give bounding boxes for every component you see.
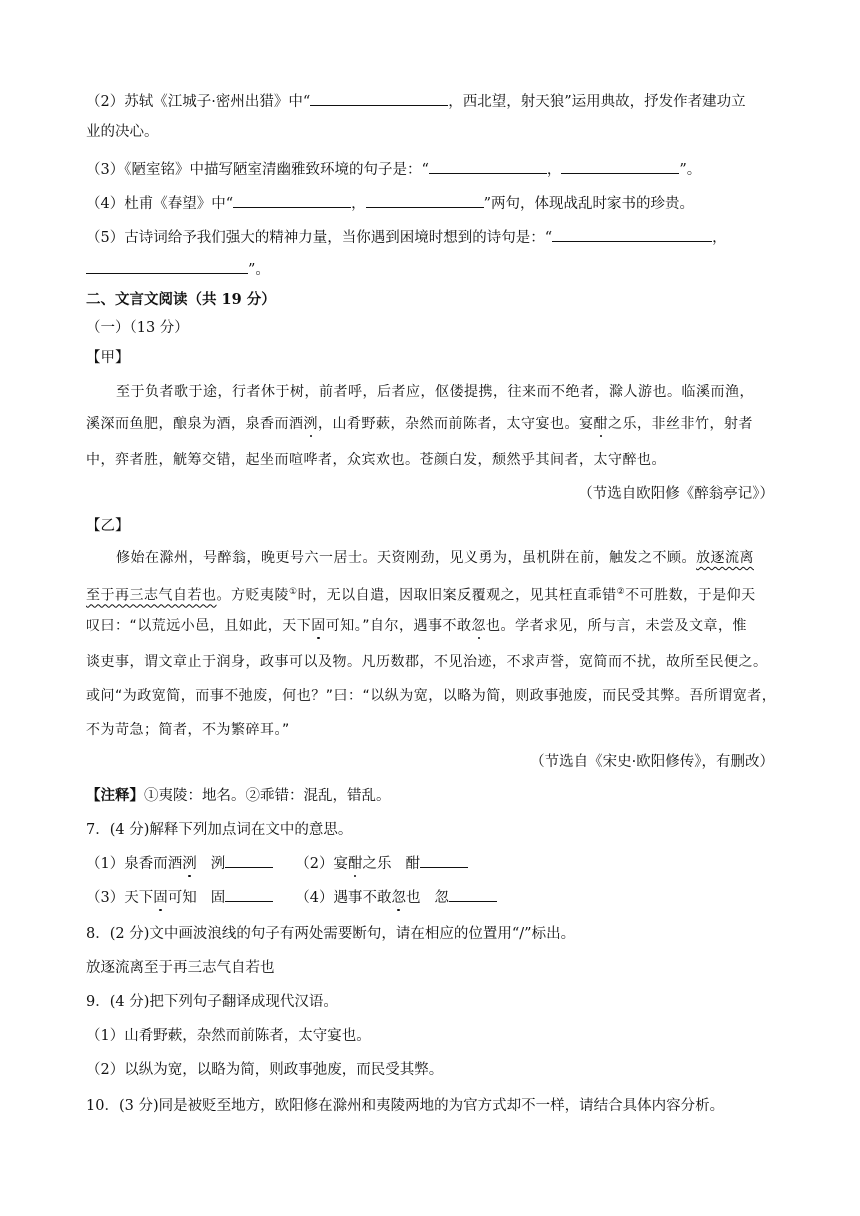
q3-comma: ，: [546, 162, 562, 178]
passage-jia-line3: 中，弈者胜，觥筹交错，起坐而喧哗者，众宾欢也。苍颜白发，颓然乎其间者，太守醉也。: [86, 452, 666, 468]
q7-item1-blank[interactable]: [225, 852, 273, 868]
yi-l2c: 不可胜数，于是仰天: [625, 587, 756, 604]
yi-l2b: 时，无以自遣，因取旧案反覆观之，见其枉直乖错: [297, 587, 617, 604]
annotation: [86, 786, 391, 806]
q7-item4-word: 忽: [434, 890, 449, 906]
q7-item2-dotted: 酣: [347, 856, 363, 872]
q10-stem: 10．(3 分)同是被贬至地方，欧阳修在滁州和夷陵两地的为官方式却不一样，请结合具体内容分析。: [86, 1098, 725, 1114]
q7-item3-text-b: 可知: [167, 890, 197, 906]
q5-blank-2[interactable]: [86, 258, 248, 274]
q7-row2: [86, 886, 497, 908]
passage-jia-label: 【甲】: [86, 350, 130, 366]
dotted-word-lie: 洌: [303, 416, 318, 432]
q7-item2-text-a: （2）宴: [295, 856, 348, 872]
passage-yi-label: 【乙】: [86, 518, 130, 534]
q7-item3-blank[interactable]: [225, 886, 273, 902]
q5-blank-1[interactable]: [552, 226, 712, 242]
yi-l3a: 叹曰：“以荒远小邑，且如此，天下: [86, 618, 312, 634]
yi-l3c: 也。学者求见，所与言，未尝及文章，惟: [486, 618, 748, 634]
annotation-label: 【注释】: [86, 787, 144, 804]
passage-jia-line2: [86, 414, 753, 434]
q7-item1-text: （1）泉香而酒: [86, 856, 183, 872]
q7-row1: [86, 852, 468, 874]
q4-text-a: （4）杜甫《春望》中“: [86, 196, 234, 212]
q9-stem: 9．(4 分)把下列句子翻译成现代汉语。: [86, 994, 338, 1010]
poetry-q2-line2: 业的决心。: [86, 124, 159, 140]
q2-text-b: ，西北望，射天狼”运用典故，抒发作者建功立: [448, 94, 746, 110]
note-ref-2: ②: [616, 587, 626, 597]
jia-l2c: 之乐，非丝非竹，射者: [608, 416, 753, 432]
passage-yi-line5: 或问“为政宽简，而事不弛废，何也？”曰：“以纵为宽，以略为简，则政事弛废，而民受其弊。吾所谓宽者，: [86, 688, 777, 704]
q7-item4-blank[interactable]: [449, 886, 497, 902]
q3-text-a: （3）《陋室铭》中描写陋室清幽雅致环境的句子是：“: [86, 162, 429, 178]
q7-item1-dotted: 洌: [182, 856, 197, 872]
q9-item1: （1）山肴野蔌，杂然而前陈者，太守宴也。: [86, 1028, 371, 1044]
passage-yi-line3: [86, 616, 747, 636]
dotted-word-han: 酣: [593, 416, 608, 432]
q7-item2-word: 酣: [405, 856, 420, 872]
yi-l2a: 。方贬夷陵: [216, 587, 289, 604]
q4-blank-1[interactable]: [233, 192, 351, 208]
q5-text-a: （5）古诗词给予我们强大的精神力量，当你遇到困境时想到的诗句是：“: [86, 230, 553, 246]
q7-item2-text-b: 之乐: [362, 856, 392, 872]
q7-item3-text-a: （3）天下: [86, 890, 154, 906]
q3-text-c: ”。: [679, 162, 702, 178]
q4-blank-2[interactable]: [366, 192, 484, 208]
passage-yi-source: （节选自《宋史·欧阳修传》，有删改）: [530, 754, 774, 770]
q7-item2-blank[interactable]: [420, 852, 468, 868]
q7-item4-text-a: （4）遇事不敢: [295, 890, 392, 906]
q7-stem: 7．(4 分)解释下列加点词在文中的意思。: [86, 822, 353, 838]
note-ref-1: ①: [289, 587, 298, 597]
passage-jia-source: （节选自欧阳修《醉翁亭记》）: [578, 486, 774, 502]
jia-l2b: ，山肴野蔌，杂然而前陈者，太守宴也。宴: [318, 416, 594, 432]
q5-text-c: ”。: [248, 262, 270, 278]
q7-item4-text-b: 也: [405, 890, 421, 906]
q4-text-c: ”两句，体现战乱时家书的珍贵。: [483, 196, 695, 212]
q8-sentence: 放逐流离至于再三志气自若也: [86, 960, 275, 976]
q3-blank-2[interactable]: [561, 158, 679, 174]
wavy-sentence-part1: 放逐流离: [696, 550, 754, 566]
annotation-text: ①夷陵：地名。②乖错：混乱，错乱。: [144, 788, 391, 804]
wavy-sentence-part2: 至于再三志气自若也: [86, 587, 217, 604]
passage-jia-line1: 至于负者歌于途，行者休于树，前者呼，后者应，伛偻提携，往来而不绝者，滁人游也。临溪而渔，: [116, 384, 754, 400]
q8-stem: 8．(2 分)文中画波浪线的句子有两处需要断句，请在相应的位置用“/”标出。: [86, 926, 576, 942]
dotted-word-hu: 忽: [471, 618, 487, 634]
jia-l2a: 溪深而鱼肥，酿泉为酒，泉香而酒: [86, 416, 304, 432]
yi-l3b: 可知。”自尔，遇事不敢: [325, 618, 472, 634]
q7-item4-dotted: 忽: [391, 890, 406, 906]
poetry-q5-line1: [86, 226, 727, 248]
section-subtitle: （一）（13 分）: [86, 320, 189, 336]
q7-item1-word: 洌: [210, 856, 226, 872]
q7-item3-word: 固: [210, 890, 226, 906]
yi-l1a: 修始在滁州，号醉翁，晚更号六一居士。天资刚劲，见义勇为，虽机阱在前，触发之不顾。: [116, 550, 696, 566]
section-title: 二、文言文阅读（共 19 分）: [86, 291, 276, 308]
passage-yi-line2: [86, 582, 756, 606]
dotted-word-gu: 固: [311, 618, 326, 634]
poetry-q3: [86, 158, 701, 180]
q5-comma: ，: [712, 230, 727, 246]
q4-comma: ，: [351, 196, 366, 212]
passage-yi-line1: [116, 548, 754, 568]
q2-text-a: （2）苏轼《江城子·密州出猎》中“: [86, 94, 311, 110]
q7-item3-dotted: 固: [153, 890, 168, 906]
q9-item2: （2）以纵为宽，以略为简，则政事弛废，而民受其弊。: [86, 1062, 444, 1078]
poetry-q4: [86, 192, 694, 214]
passage-yi-line4: 谈吏事，谓文章止于润身，政事可以及物。凡历数郡，不见治迹，不求声誉，宽简而不扰，故所至民便之。: [86, 654, 768, 670]
passage-yi-line6: 不为苛急；简者，不为繁碎耳。”: [86, 722, 290, 738]
poetry-q5-line2: [86, 258, 270, 280]
q2-blank[interactable]: [310, 90, 448, 106]
q3-blank-1[interactable]: [429, 158, 547, 174]
poetry-q2-line1: [86, 90, 746, 112]
